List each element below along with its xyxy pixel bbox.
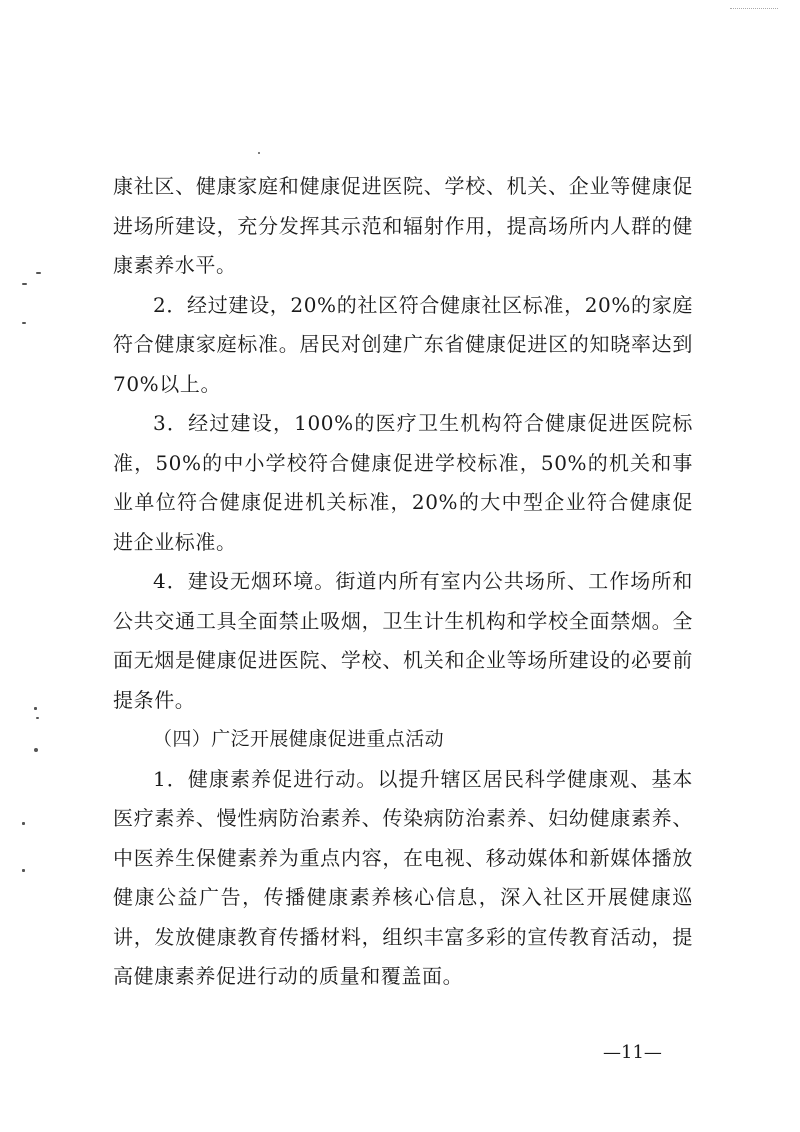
scan-speck	[22, 869, 25, 872]
scan-speck	[36, 717, 39, 719]
paragraph-item-1: 1．健康素养促进行动。以提升辖区居民科学健康观、基本医疗素养、慢性病防治素养、传染病防治素养、妇幼健康素养、中医养生保健素养为重点内容，在电视、移动媒体和新媒体播放健康公益广告，传播健康素养核心信息，深入社区开展健康巡讲，发放健康教育传播材料，组织丰富多彩的宣传教育活动，提高健康素养促进行动的质量和覆盖面。	[113, 766, 693, 988]
paragraph-item-4: 4．建设无烟环境。街道内所有室内公共场所、工作场所和公共交通工具全面禁止吸烟，卫生计生机构和学校全面禁烟。全面无烟是健康促进医院、学校、机关和企业等场所建设的必要前提条件。	[113, 569, 693, 712]
scan-speck	[22, 322, 26, 324]
scan-corner-mark	[730, 8, 778, 15]
paragraph-item-2: 2．经过建设，20%的社区符合健康社区标准，20%的家庭符合健康家庭标准。居民对创建广东省健康促进区的知晓率达到70%以上。	[113, 292, 693, 396]
scan-speck	[36, 272, 41, 274]
paragraph-item-3: 3．经过建设，100%的医疗卫生机构符合健康促进医院标准，50%的中小学校符合健康促进学校标准，50%的机关和事业单位符合健康促进机关标准，20%的大中型企业符合健康促进企业标准。	[113, 411, 693, 554]
section-heading: （四）广泛开展健康促进重点活动	[153, 728, 445, 750]
scan-speck	[34, 707, 37, 710]
scan-speck	[258, 152, 260, 154]
scan-speck	[34, 748, 38, 752]
scan-speck	[22, 283, 27, 285]
paragraph-continuation: 康社区、健康家庭和健康促进医院、学校、机关、企业等健康促进场所建设，充分发挥其示范和辐射作用，提高场所内人群的健康素养水平。	[113, 174, 693, 277]
page-number: —11—	[603, 1042, 662, 1063]
scan-speck	[22, 822, 25, 825]
body-text	[113, 167, 693, 997]
